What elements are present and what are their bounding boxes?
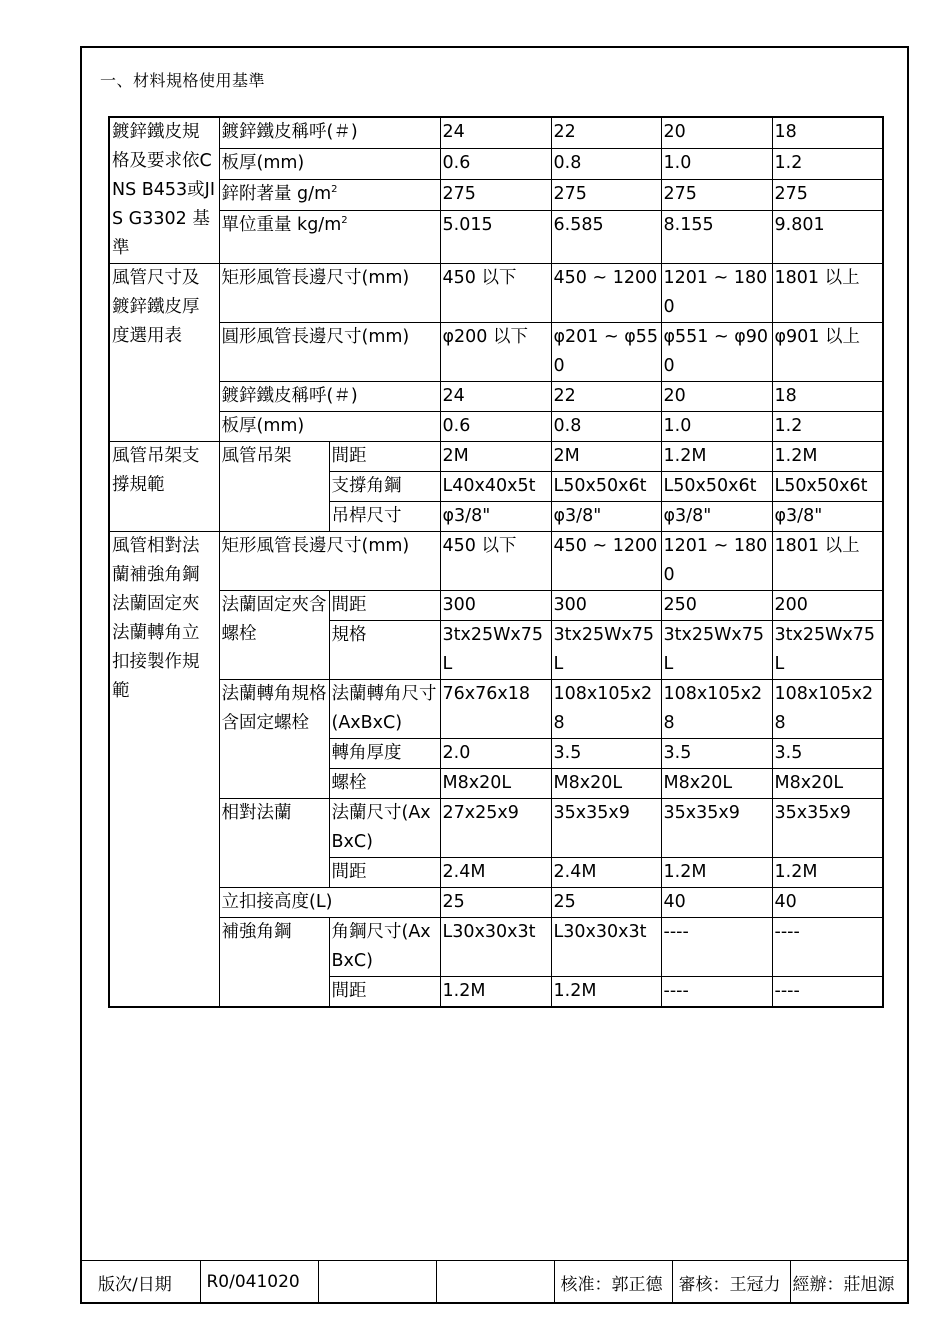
table-cell: L30x30x3t: [440, 918, 551, 977]
table-cell: 22: [551, 382, 661, 412]
reviewer: 審核：王冠力: [672, 1261, 790, 1304]
table-cell: 0.8: [551, 412, 661, 442]
row-label: 間距: [329, 977, 440, 1008]
table-cell: 3tx25Wx75L: [661, 621, 772, 680]
table-cell: 2.4M: [440, 858, 551, 888]
table-cell: 300: [440, 591, 551, 621]
table-row: [109, 680, 883, 739]
table-cell: 3.5: [772, 739, 883, 769]
table-cell: 1801 以上: [772, 532, 883, 591]
table-cell: 450 以下: [440, 264, 551, 323]
table-row: [109, 148, 883, 179]
footer-row: [82, 1261, 909, 1304]
section-label-hanger: 風管吊架支撐規範: [109, 442, 219, 532]
table-cell: φ901 以上: [772, 323, 883, 382]
table-cell: 24: [440, 382, 551, 412]
row-label: 板厚(mm): [219, 412, 440, 442]
table-cell: 0.8: [551, 148, 661, 179]
table-row: [109, 323, 883, 382]
table-cell: M8x20L: [661, 769, 772, 799]
row-label: 圓形風管長邊尺寸(mm): [219, 323, 440, 382]
table-row: [109, 264, 883, 323]
table-cell: L30x30x3t: [551, 918, 661, 977]
table-cell: 275: [772, 179, 883, 210]
row-label: 鋅附著量 $g/m^2$: [219, 179, 440, 210]
table-cell: 1.2: [772, 148, 883, 179]
table-cell: 2M: [551, 442, 661, 472]
table-cell: 40: [772, 888, 883, 918]
table-cell: L50x50x6t: [772, 472, 883, 502]
table-cell: 20: [661, 382, 772, 412]
table-cell: 1801 以上: [772, 264, 883, 323]
table-cell: M8x20L: [551, 769, 661, 799]
table-cell: 35x35x9: [772, 799, 883, 858]
row-label: 法蘭轉角尺寸(AxBxC): [329, 680, 440, 739]
table-cell: 1.2M: [440, 977, 551, 1008]
group-label: 風管吊架: [219, 442, 329, 532]
table-cell: 3tx25Wx75L: [772, 621, 883, 680]
table-row: [109, 412, 883, 442]
table-row: [109, 532, 883, 591]
table-cell: 450 ~ 1200: [551, 532, 661, 591]
table-cell: ----: [661, 977, 772, 1008]
table-cell: 1.2M: [772, 858, 883, 888]
table-cell: 3tx25Wx75L: [551, 621, 661, 680]
table-cell: φ3/8": [661, 502, 772, 532]
row-label: 立扣接高度(L): [219, 888, 440, 918]
table-cell: φ201 ~ φ550: [551, 323, 661, 382]
table-cell: 1.2: [772, 412, 883, 442]
row-label: 規格: [329, 621, 440, 680]
section-label-sheet-spec: 鍍鋅鐵皮規格及要求依CNS B453或JIS G3302 基準: [109, 117, 219, 264]
table-row: [109, 382, 883, 412]
blank-cell: [318, 1261, 436, 1304]
table-cell: 275: [661, 179, 772, 210]
material-spec-table: [108, 116, 884, 1008]
table-row: [109, 179, 883, 210]
row-label: 吊桿尺寸: [329, 502, 440, 532]
version-value: R0/041020: [200, 1261, 318, 1304]
row-label: 法蘭尺寸(AxBxC): [329, 799, 440, 858]
handler: 經辦：莊旭源: [790, 1261, 909, 1304]
row-label: 間距: [329, 858, 440, 888]
table-cell: 3.5: [551, 739, 661, 769]
table-cell: φ3/8": [772, 502, 883, 532]
row-label: 鍍鋅鐵皮稱呼(＃): [219, 382, 440, 412]
group-label: 補強角鋼: [219, 918, 329, 1008]
table-cell: M8x20L: [772, 769, 883, 799]
table-cell: L50x50x6t: [661, 472, 772, 502]
table-cell: 25: [440, 888, 551, 918]
table-cell: 275: [440, 179, 551, 210]
table-cell: 20: [661, 117, 772, 148]
table-cell: 18: [772, 382, 883, 412]
table-row: [109, 442, 883, 472]
row-label: 間距: [329, 591, 440, 621]
table-cell: L40x40x5t: [440, 472, 551, 502]
table-cell: 275: [551, 179, 661, 210]
table-row: [109, 888, 883, 918]
table-cell: 300: [551, 591, 661, 621]
table-cell: 108x105x28: [661, 680, 772, 739]
table-cell: φ3/8": [551, 502, 661, 532]
table-cell: 1201 ~ 1800: [661, 532, 772, 591]
table-cell: M8x20L: [440, 769, 551, 799]
table-cell: 450 以下: [440, 532, 551, 591]
row-label: 角鋼尺寸(AxBxC): [329, 918, 440, 977]
row-label: 鍍鋅鐵皮稱呼(＃): [219, 117, 440, 148]
table-cell: 200: [772, 591, 883, 621]
table-cell: 2M: [440, 442, 551, 472]
section-label-duct-size: 風管尺寸及鍍鋅鐵皮厚度選用表: [109, 264, 219, 442]
table-cell: 5.015: [440, 210, 551, 264]
table-row: [109, 210, 883, 264]
row-label: 板厚(mm): [219, 148, 440, 179]
table-cell: 1.2M: [661, 442, 772, 472]
table-cell: 8.155: [661, 210, 772, 264]
table-row: [109, 918, 883, 977]
table-cell: 27x25x9: [440, 799, 551, 858]
table-cell: ----: [772, 918, 883, 977]
row-label: 矩形風管長邊尺寸(mm): [219, 264, 440, 323]
table-cell: 3tx25Wx75L: [440, 621, 551, 680]
section-label-flange: 風管相對法蘭補強角鋼法蘭固定夾法蘭轉角立扣接製作規範: [109, 532, 219, 1008]
table-cell: 18: [772, 117, 883, 148]
table-cell: φ200 以下: [440, 323, 551, 382]
table-cell: 3.5: [661, 739, 772, 769]
table-cell: ----: [772, 977, 883, 1008]
table-cell: φ3/8": [440, 502, 551, 532]
table-cell: 0.6: [440, 148, 551, 179]
section-heading: 一、材料規格使用基準: [100, 71, 266, 90]
group-label: 相對法蘭: [219, 799, 329, 888]
table-cell: 1.2M: [661, 858, 772, 888]
table-row: [109, 117, 883, 148]
table-cell: 108x105x28: [772, 680, 883, 739]
row-label: 單位重量 $kg/m^2$: [219, 210, 440, 264]
table-cell: 0.6: [440, 412, 551, 442]
approver: 核准：郭正德: [554, 1261, 672, 1304]
table-cell: 1.2M: [772, 442, 883, 472]
table-cell: 35x35x9: [551, 799, 661, 858]
table-cell: 108x105x28: [551, 680, 661, 739]
table-cell: 250: [661, 591, 772, 621]
row-label: 支撐角鋼: [329, 472, 440, 502]
table-cell: 1.0: [661, 148, 772, 179]
row-label: 矩形風管長邊尺寸(mm): [219, 532, 440, 591]
group-label: 法蘭固定夾含螺栓: [219, 591, 329, 680]
blank-cell: [436, 1261, 554, 1304]
row-label: 間距: [329, 442, 440, 472]
row-label: 螺栓: [329, 769, 440, 799]
table-cell: 1201 ~ 1800: [661, 264, 772, 323]
table-row: [109, 591, 883, 621]
table-cell: 22: [551, 117, 661, 148]
footer-table: [82, 1260, 909, 1304]
row-label: 轉角厚度: [329, 739, 440, 769]
table-cell: 76x76x18: [440, 680, 551, 739]
table-row: [109, 799, 883, 858]
table-cell: L50x50x6t: [551, 472, 661, 502]
table-cell: 9.801: [772, 210, 883, 264]
table-cell: 24: [440, 117, 551, 148]
table-cell: 450 ~ 1200: [551, 264, 661, 323]
table-cell: 35x35x9: [661, 799, 772, 858]
table-cell: 2.4M: [551, 858, 661, 888]
table-cell: 40: [661, 888, 772, 918]
table-cell: 25: [551, 888, 661, 918]
table-cell: 2.0: [440, 739, 551, 769]
table-cell: ----: [661, 918, 772, 977]
table-cell: φ551 ~ φ900: [661, 323, 772, 382]
table-cell: 6.585: [551, 210, 661, 264]
group-label: 法蘭轉角規格含固定螺栓: [219, 680, 329, 799]
table-cell: 1.0: [661, 412, 772, 442]
table-cell: 1.2M: [551, 977, 661, 1008]
version-label: 版次/日期: [82, 1261, 200, 1304]
